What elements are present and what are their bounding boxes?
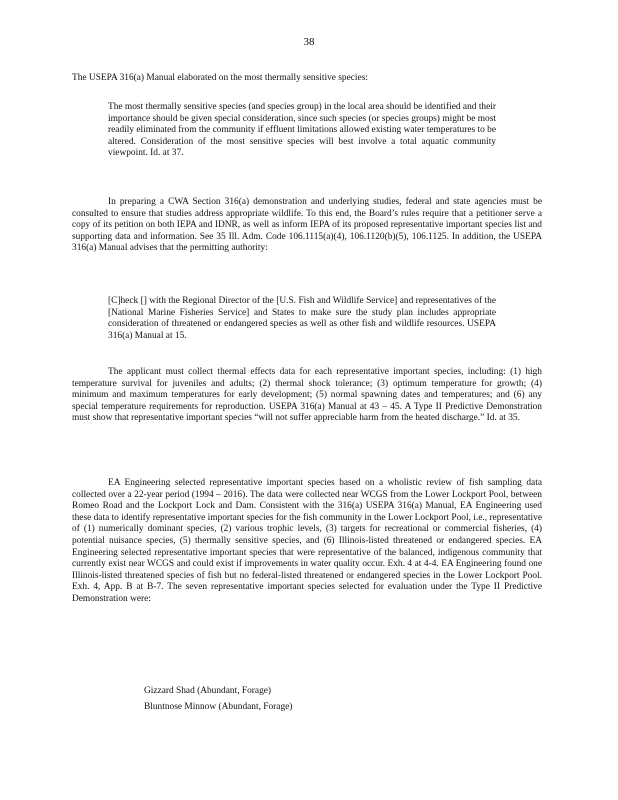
block-quote-regional-director: [C]heck [] with the Regional Director of the [U.S. Fish and Wildlife Service] and representatives of the [National Marine Fisheries Service] and States to make sure the study plan includes appropriate consideration of threatened or endangered species as well as other fish and wildlife resources. USEPA 316(a) Manual at 15. (108, 296, 496, 341)
intro-paragraph: The USEPA 316(a) Manual elaborated on the most thermally sensitive species: (72, 73, 368, 83)
paragraph-consultation: In preparing a CWA Section 316(a) demonstration and underlying studies, federal and state agencies must be consulted to ensure that studies address appropriate wildlife. To this end, the Board’s rules require that a petitioner serve a copy of its petition on both IEPA and IDNR, as well as inform IEPA of its proposed representative important species list and supporting data and information. See 35 Ill. Adm. Code 106.1115(a)(4), 106.1120(b)(5), 106.1125. In addition, the USEPA 316(a) Manual advises that the permitting authority: (72, 197, 542, 254)
list-item (108, 684, 408, 700)
species-list (108, 684, 408, 716)
species-label: Bluntnose Minnow (Abundant, Forage) (144, 702, 293, 713)
paragraph-species-selection: EA Engineering selected representative important species based on a wholistic review of fish sampling data collected over a 22-year period (1994 – 2016). The data were collected near WCGS from the Lower Lockport Pool, between Romeo Road and the Lockport Lock and Dam. Consistent with the 316(a) USEPA 316(a) Manual, EA Engineering used these data to identify representative important species for the fish community in the Lower Lockport Pool, i.e., representative of (1) numerically dominant species, (2) various trophic levels, (3) targets for recreational or commercial fisheries, (4) potential nuisance species, (5) thermally sensitive species, and (6) Illinois-listed threatened or endangered species. EA Engineering selected representative important species that were representative of the balanced, indigenous community that currently exist near WCGS and could exist if improvements in water quality occur. Exh. 4 at 4-4. EA Engineering found one Illinois-listed threatened species of fish but no federal-listed threatened or endangered species in the Lower Lockport Pool. Exh. 4, App. B at B-7. The seven representative important species selected for evaluation under the Type II Predictive Demonstration were: (72, 478, 542, 604)
page-number: 38 (303, 36, 315, 48)
paragraph-thermal-data: The applicant must collect thermal effects data for each representative important species, including: (1) high temperature survival for juveniles and adults; (2) thermal shock tolerance; (3) optimum temperature for growth; (4) minimum and maximum temperatures for early development; (5) normal spawning dates and temperatures; and (6) any special temperature requirements for reproduction. USEPA 316(a) Manual at 43 – 45. A Type II Predictive Demonstration must show that representative important species “will not suffer appreciable harm from the heated discharge.” Id. at 35. (72, 367, 542, 424)
block-quote-sensitive-species: The most thermally sensitive species (and species group) in the local area should be identified and their importance should be given special consideration, since such species (or species groups) might be most readily eliminated from the community if effluent limitations allowed existing water temperatures to be altered. Consideration of the most sensitive species will best involve a total aquatic community viewpoint. Id. at 37. (108, 102, 496, 159)
species-label: Gizzard Shad (Abundant, Forage) (144, 686, 272, 697)
list-item (108, 700, 408, 716)
